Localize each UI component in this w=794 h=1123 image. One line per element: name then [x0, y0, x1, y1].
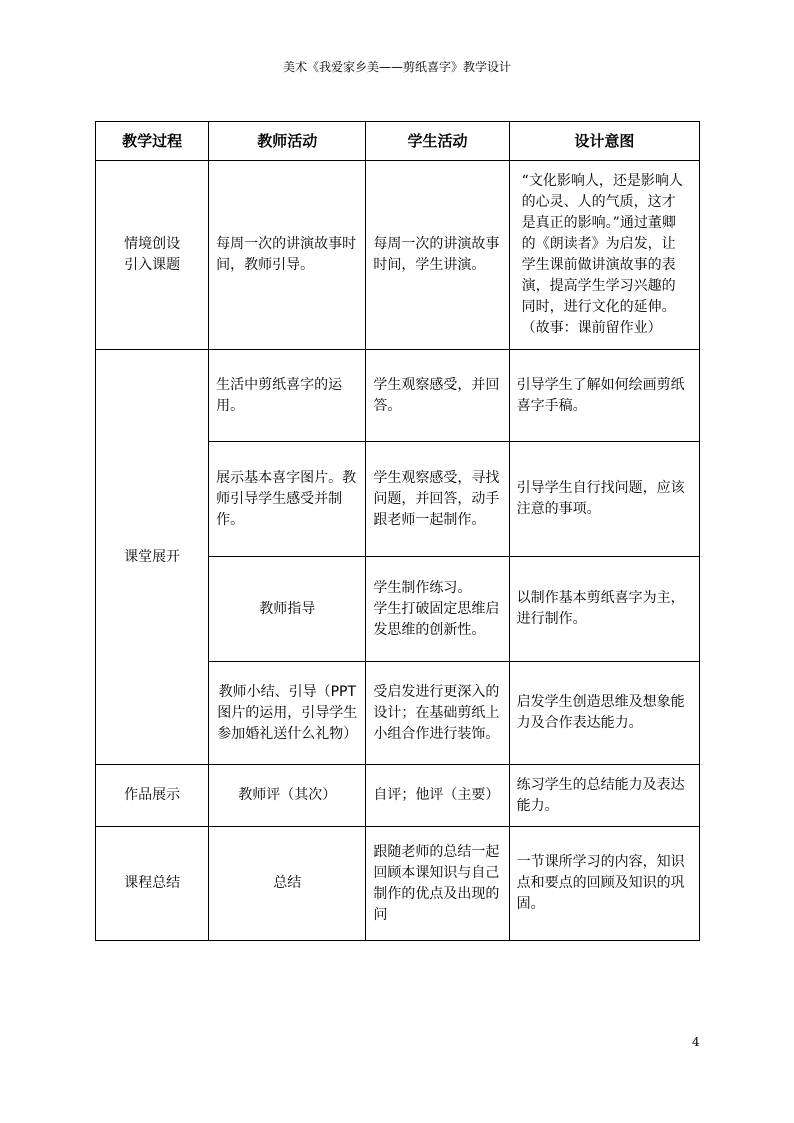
teacher-activity-cell: 展示基本喜字图片。教师引导学生感受并制作。 — [209, 442, 366, 557]
student-activity-cell: 学生观察感受，寻找问题，并回答，动手跟老师一起制作。 — [366, 442, 509, 557]
intent-text: 通过董卿的《朗读者》为启发，让学生课前做讲演故事的表演，提高学生学习兴趣的同时，进行文化的延伸。 — [521, 215, 676, 315]
design-intent-cell: 以制作基本剪纸喜字为主，进行制作。 — [509, 557, 699, 662]
teacher-activity-cell: 教师小结、引导（PPT 图片的运用，引导学生参加婚礼送什么礼物） — [209, 662, 366, 765]
design-intent-cell: 引导学生自行找问题，应该注意的事项。 — [509, 442, 699, 557]
design-intent-cell — [509, 161, 699, 350]
table-row — [96, 827, 700, 941]
intent-quote: “文化影响人，还是影响人的心灵、人的气质，这才是真正的影响。” — [521, 173, 683, 231]
teacher-activity-cell: 生活中剪纸喜字的运用。 — [209, 350, 366, 442]
teacher-activity-cell: 教师指导 — [209, 557, 366, 662]
stage-cell: 作品展示 — [96, 765, 209, 827]
student-activity-cell: 学生观察感受，并回答。 — [366, 350, 509, 442]
column-header: 设计意图 — [509, 122, 699, 161]
design-intent-cell: 一节课所学习的内容，知识点和要点的回顾及知识的巩固。 — [509, 827, 699, 941]
column-header: 教师活动 — [209, 122, 366, 161]
table-row — [96, 765, 700, 827]
design-intent-cell: 启发学生创造思维及想象能力及合作表达能力。 — [509, 662, 699, 765]
table-row — [96, 350, 700, 442]
column-header: 教学过程 — [96, 122, 209, 161]
teacher-activity-cell: 总结 — [209, 827, 366, 941]
student-activity-cell: 每周一次的讲演故事时间，学生讲演。 — [366, 161, 509, 350]
stage-cell: 课堂展开 — [96, 350, 209, 765]
table-header-row — [96, 122, 700, 161]
design-intent-cell: 引导学生了解如何绘画剪纸喜字手稿。 — [509, 350, 699, 442]
lesson-plan-table — [95, 121, 700, 941]
intent-note: （故事：课前留作业） — [521, 320, 662, 336]
stage-cell: 情境创设 引入课题 — [96, 161, 209, 350]
column-header: 学生活动 — [366, 122, 509, 161]
teacher-activity-cell: 每周一次的讲演故事时间，教师引导。 — [209, 161, 366, 350]
teacher-activity-cell: 教师评（其次） — [209, 765, 366, 827]
stage-cell: 课程总结 — [96, 827, 209, 941]
table-row — [96, 161, 700, 350]
page-number: 4 — [692, 1035, 700, 1049]
student-activity-cell: 受启发进行更深入的设计；在基础剪纸上小组合作进行装饰。 — [366, 662, 509, 765]
student-activity-cell: 自评；他评（主要） — [366, 765, 509, 827]
design-intent-cell: 练习学生的总结能力及表达能力。 — [509, 765, 699, 827]
student-activity-cell: 跟随老师的总结一起回顾本课知识与自己制作的优点及出现的问 — [366, 827, 509, 941]
student-activity-cell: 学生制作练习。 学生打破固定思维启发思维的创新性。 — [366, 557, 509, 662]
page-header: 美术《我爱家乡美——剪纸喜字》教学设计 — [282, 60, 511, 74]
